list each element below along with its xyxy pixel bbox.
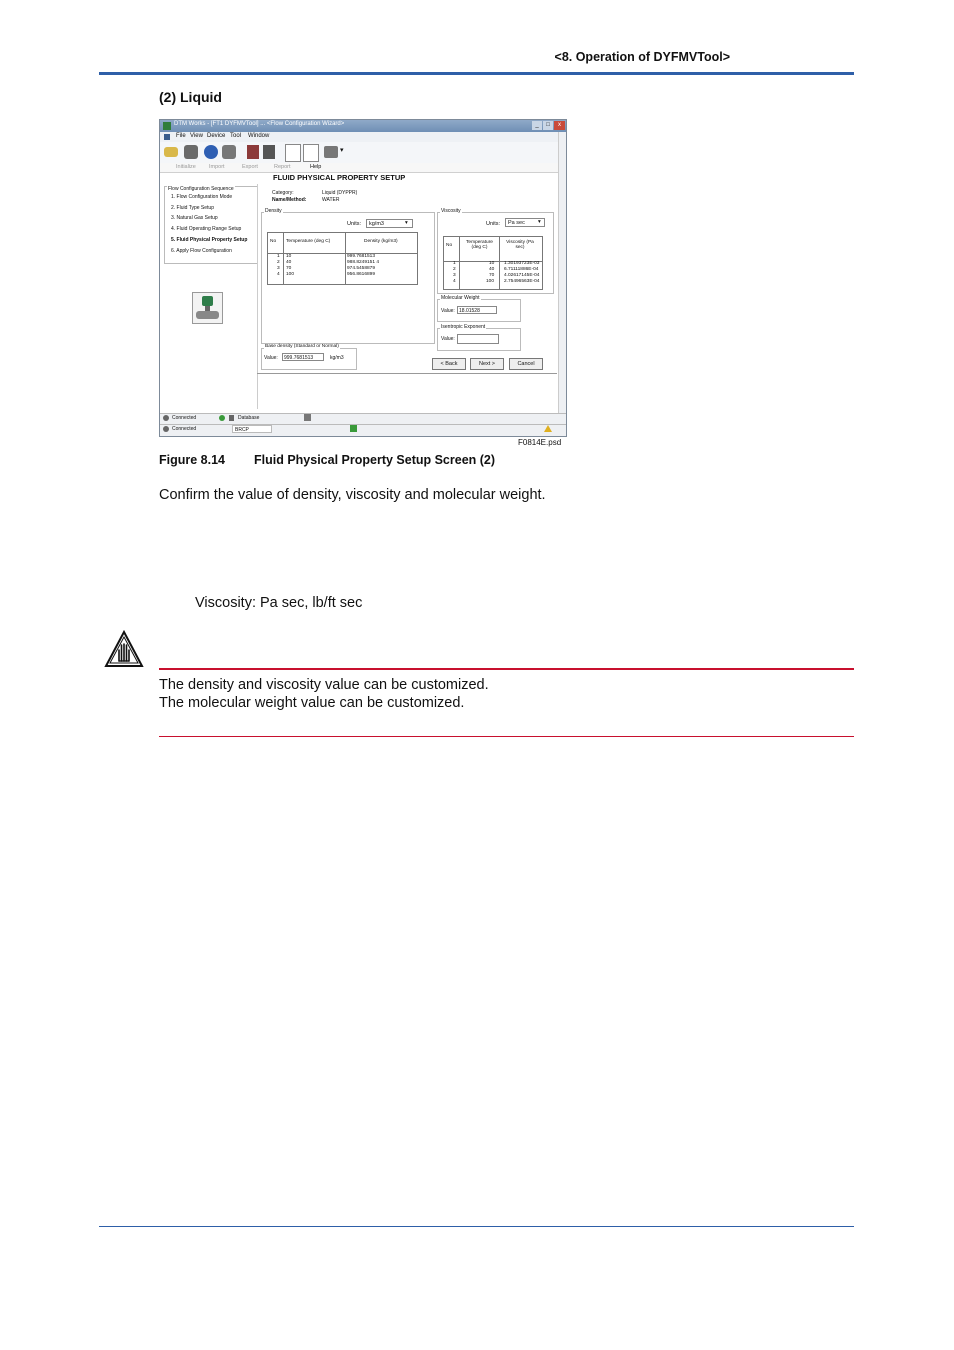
connect-icon[interactable] <box>164 147 178 157</box>
status-field-value: BRCP <box>235 427 249 433</box>
note-line: The density and viscosity value can be customized. <box>159 677 489 693</box>
table-cell: 4 <box>277 272 280 277</box>
menu-app-icon <box>164 134 170 140</box>
app-icon <box>163 122 171 130</box>
base-density-value: 999.7681513 <box>284 355 314 361</box>
warning-icon <box>544 425 552 432</box>
table-cell[interactable]: 988.8249151 4 <box>347 260 380 265</box>
density-header-no: No <box>270 239 277 244</box>
footer-rule <box>99 1226 854 1227</box>
compare-icon[interactable] <box>303 144 319 162</box>
status-ok-icon <box>350 425 357 432</box>
sequence-item-active[interactable]: 5. Fluid Physical Property Setup <box>171 237 248 243</box>
connection-icon <box>163 426 169 432</box>
name-value: WATER <box>322 197 340 203</box>
base-density-value-label: Value: <box>264 355 278 361</box>
viscosity-header-visc: Viscosity (Pa sec) <box>506 240 534 250</box>
sequence-item[interactable]: 2. Fluid Type Setup <box>171 205 214 211</box>
printer-icon[interactable] <box>324 146 338 158</box>
base-density-field[interactable] <box>282 353 324 361</box>
chevron-down-icon[interactable]: ▾ <box>405 220 408 226</box>
cancel-button[interactable]: Cancel <box>509 358 543 370</box>
density-units-value: kg/m3 <box>369 221 384 227</box>
body-paragraph: Confirm the value of density, viscosity and molecular weight. <box>159 487 546 503</box>
sequence-item[interactable]: 4. Fluid Operating Range Setup <box>171 226 242 232</box>
status-connected: Connected <box>172 415 197 421</box>
body-paragraph: Viscosity: Pa sec, lb/ft sec <box>195 595 363 611</box>
table-cell[interactable]: 70 <box>489 273 495 278</box>
next-button[interactable]: Next > <box>470 358 504 370</box>
panel-separator <box>257 184 258 409</box>
table-cell: 3 <box>453 273 456 278</box>
vertical-scrollbar[interactable] <box>558 132 566 413</box>
database-status-icon <box>219 415 225 421</box>
sequence-item[interactable]: 3. Natural Gas Setup <box>171 215 218 221</box>
viscosity-units-label: Units: <box>486 221 501 227</box>
menu-view[interactable]: View <box>190 133 203 139</box>
name-label: Name/Method: <box>272 197 307 203</box>
tab-initialize[interactable]: Initialize <box>176 164 196 170</box>
molecular-weight-value: 18.01528 <box>459 308 480 314</box>
table-cell[interactable]: 1.30193723E-03 <box>504 261 540 266</box>
table-cell[interactable]: 6.71111886E-04 <box>504 267 539 272</box>
maximize-button[interactable]: □ <box>543 121 553 130</box>
close-button[interactable]: x <box>554 121 565 130</box>
status-tool-icon <box>304 414 311 421</box>
header-rule <box>99 72 854 75</box>
status-field <box>232 425 272 433</box>
device-icon[interactable] <box>184 145 198 159</box>
figure-caption-text: Fluid Physical Property Setup Screen (2) <box>254 453 496 467</box>
table-cell[interactable]: 40 <box>286 260 292 265</box>
table-cell[interactable]: 2.75496563E-04 <box>504 279 540 284</box>
table-cell: 1 <box>277 254 280 259</box>
table-cell: 2 <box>277 260 280 265</box>
density-header-density: Density (kg/m3) <box>364 239 398 244</box>
tab-help[interactable]: Help <box>310 164 322 170</box>
table-cell[interactable]: 956.8616899 <box>347 272 376 277</box>
viscosity-header-temp: Temperature (deg C) <box>466 240 493 250</box>
molecular-weight-field[interactable] <box>457 306 497 314</box>
molecular-weight-label: Molecular Weight <box>441 295 480 301</box>
molecular-weight-value-label: Value: <box>441 308 455 314</box>
online-icon[interactable] <box>204 145 218 159</box>
table-cell: 1 <box>453 261 456 266</box>
caution-hand-icon <box>104 630 144 668</box>
isentropic-field[interactable] <box>457 334 499 344</box>
toolbar <box>160 142 566 164</box>
density-header-temp: Temperature (deg C) <box>286 239 331 244</box>
figure-number: Figure 8.14 <box>159 453 225 467</box>
button-divider <box>257 373 557 374</box>
upload-icon[interactable] <box>247 145 259 159</box>
base-density-unit: kg/m3 <box>330 355 344 361</box>
status-bar-2 <box>160 424 566 437</box>
download-icon[interactable] <box>263 145 275 159</box>
table-cell[interactable]: 100 <box>286 272 295 277</box>
table-cell[interactable]: 40 <box>489 267 495 272</box>
table-cell[interactable]: 999.7681513 <box>347 254 376 259</box>
table-cell[interactable]: 974.5458879 <box>347 266 376 271</box>
tab-import[interactable]: Import <box>209 164 225 170</box>
connection-icon <box>163 415 169 421</box>
tab-export[interactable]: Export <box>242 164 258 170</box>
viscosity-header-no: No <box>446 243 453 248</box>
menu-tool[interactable]: Tool <box>230 133 242 139</box>
menu-window[interactable]: Window <box>248 133 270 139</box>
table-cell[interactable]: 100 <box>486 279 495 284</box>
running-header: <8. Operation of DYFMVTool> <box>554 50 730 64</box>
tab-report[interactable]: Report <box>274 164 291 170</box>
table-cell: 4 <box>453 279 456 284</box>
database-icon <box>229 415 234 421</box>
isentropic-value-label: Value: <box>441 336 455 342</box>
category-value: Liquid (DYPPR) <box>322 190 358 196</box>
base-density-label: Base density (Standard or Normal) <box>265 344 339 349</box>
note-bottom-rule <box>159 736 854 737</box>
table-cell: 3 <box>277 266 280 271</box>
status-database: Database <box>238 415 260 421</box>
density-units-label: Units: <box>347 221 362 227</box>
note-top-rule <box>159 668 854 670</box>
document-icon[interactable] <box>285 144 301 162</box>
density-group-label: Density <box>265 208 282 214</box>
isentropic-label: Isentropic Exponent <box>441 324 486 330</box>
note-line: The molecular weight value can be customized. <box>159 695 465 711</box>
page-title: FLUID PHYSICAL PROPERTY SETUP <box>273 173 406 182</box>
status-connected-2: Connected <box>172 426 197 432</box>
software-screenshot <box>159 119 567 437</box>
category-label: Category: <box>272 190 294 196</box>
table-cell[interactable]: 10 <box>489 261 495 266</box>
sequence-item[interactable]: 6. Apply Flow Configuration <box>171 248 232 254</box>
table-cell[interactable]: 4.02617145E-04 <box>504 273 540 278</box>
offline-icon[interactable] <box>222 145 236 159</box>
chevron-down-icon[interactable]: ▾ <box>340 147 344 154</box>
section-title: (2) Liquid <box>159 89 222 105</box>
back-button[interactable]: < Back <box>432 358 466 370</box>
table-cell[interactable]: 70 <box>286 266 292 271</box>
sequence-heading: Flow Configuration Sequence <box>168 186 234 192</box>
chevron-down-icon[interactable]: ▾ <box>538 219 541 225</box>
flowmeter-image <box>192 292 223 324</box>
table-cell: 2 <box>453 267 456 272</box>
viscosity-units-value: Pa sec <box>508 220 525 226</box>
viscosity-group-label: Viscosity <box>441 208 461 214</box>
table-cell[interactable]: 10 <box>286 254 292 259</box>
menu-device[interactable]: Device <box>207 133 226 139</box>
sequence-item[interactable]: 1. Flow Configuration Mode <box>171 194 233 200</box>
menu-file[interactable]: File <box>176 133 186 139</box>
figure-filename: F0814E.psd <box>518 438 562 447</box>
minimize-button[interactable]: _ <box>532 121 542 130</box>
window-title: DTM Works - [FT1 DYFMVTool] ... <Flow Configuration Wizard> <box>174 121 345 127</box>
figure-caption <box>159 453 495 467</box>
